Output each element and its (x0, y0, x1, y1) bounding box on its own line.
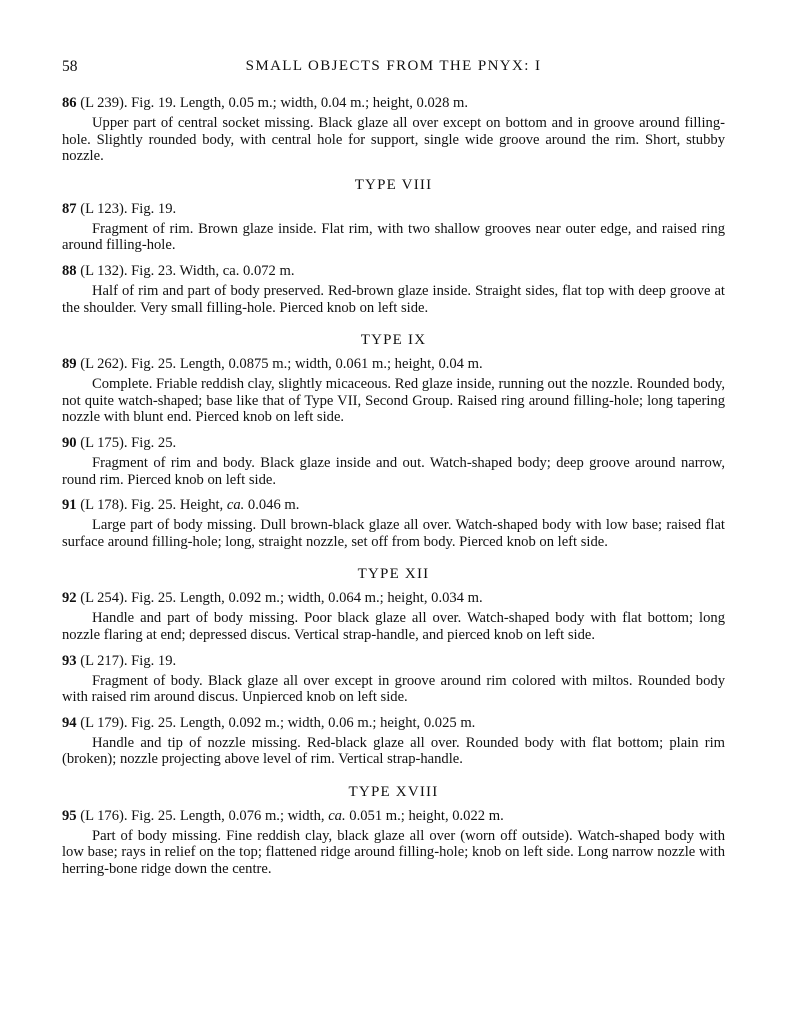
running-title: SMALL OBJECTS FROM THE PNYX: I (245, 58, 542, 74)
entry-number: 89 (62, 356, 77, 373)
catalogue-entry-95 (62, 807, 725, 878)
type-heading-ix: TYPE IX (360, 332, 427, 349)
entry-heading (62, 652, 725, 671)
entry-description: Upper part of central socket missing. Black glaze all over except on bottom and in groove around filling-hole. Slightly rounded body, with central hole for support, single wide groove around the rim. Short, stubby nozzle. (62, 115, 725, 165)
catalogue-entry-87 (62, 200, 725, 254)
entry-description: Fragment of rim. Brown glaze inside. Flat rim, with two shallow grooves near outer edge, and raised ring around filling-hole. (62, 220, 725, 254)
entry-number: 88 (62, 262, 77, 279)
entry-number: 86 (62, 95, 77, 111)
entry-reference-cont: 0.046 m. (244, 497, 300, 514)
entry-reference-cont: 0.051 m.; height, 0.022 m. (345, 807, 504, 824)
circa-abbrev: ca. (226, 497, 245, 514)
entry-heading (62, 807, 725, 826)
entry-reference: (L 239). Fig. 19. Length, 0.05 m.; width, 0.04 m.; height, 0.028 m. (76, 95, 469, 111)
entry-reference: (L 175). Fig. 25. (76, 434, 177, 451)
entry-number: 87 (62, 200, 77, 217)
entry-heading (62, 200, 725, 219)
entry-number: 95 (62, 807, 77, 824)
catalogue-entry-91 (62, 496, 725, 550)
entry-description: Large part of body missing. Dull brown-black glaze all over. Watch-shaped body with low base; raised flat surface around filling-hole; long, straight nozzle, set off from body. Pierced knob on left side. (62, 517, 725, 550)
entry-number: 94 (62, 714, 77, 731)
catalogue-entry-88 (62, 262, 725, 316)
document-page (62, 58, 725, 886)
entry-heading (62, 262, 725, 281)
entry-reference: (L 176). Fig. 25. Length, 0.076 m.; width, (76, 807, 329, 824)
circa-abbrev: ca. (328, 807, 346, 824)
entry-heading (62, 355, 725, 374)
running-header (62, 58, 725, 80)
catalogue-entry-90 (62, 434, 725, 488)
entry-number: 92 (62, 590, 77, 607)
entry-heading (62, 589, 725, 608)
entry-description: Fragment of body. Black glaze all over except in groove around rim colored with miltos. Rounded body with raised rim around discus. Unpierced knob on left side. (62, 672, 725, 706)
entry-reference: (L 179). Fig. 25. Length, 0.092 m.; width, 0.06 m.; height, 0.025 m. (76, 714, 476, 731)
entry-reference: (L 178). Fig. 25. Height, (76, 497, 227, 514)
entry-number: 90 (62, 434, 77, 451)
type-heading-viii: TYPE VIII (354, 176, 433, 193)
catalogue-entry-86 (62, 94, 725, 165)
catalogue-entry-94 (62, 714, 725, 768)
entry-heading (62, 434, 725, 453)
entry-number: 93 (62, 652, 77, 669)
entry-heading (62, 94, 725, 113)
entry-reference: (L 123). Fig. 19. (76, 200, 177, 217)
entry-reference: (L 254). Fig. 25. Length, 0.092 m.; width, 0.064 m.; height, 0.034 m. (76, 590, 483, 607)
catalogue-entry-92 (62, 589, 725, 643)
entry-description: Handle and part of body missing. Poor black glaze all over. Watch-shaped body with flat bottom; long nozzle flaring at end; depressed discus. Vertical strap-handle, and pierced knob on left side. (62, 610, 725, 643)
type-heading-xviii: TYPE XVIII (348, 783, 439, 800)
catalogue-entry-93 (62, 652, 725, 706)
entry-description: Half of rim and part of body preserved. Red-brown glaze inside. Straight sides, flat top with deep groove at the shoulder. Very small filling-hole. Pierced knob on left side. (62, 282, 725, 316)
entry-description: Part of body missing. Fine reddish clay, black glaze all over (worn off outside). Watch-shaped body with low base; rays in relief on the top; flattened ridge around filling-hole; knob on left side. Long narrow nozzle with herring-bone ridge down the centre. (62, 827, 725, 878)
catalogue-entry-89 (62, 355, 725, 426)
entry-number: 91 (62, 497, 77, 514)
type-heading-xii: TYPE XII (357, 566, 430, 583)
entry-description: Fragment of rim and body. Black glaze inside and out. Watch-shaped body; deep groove around narrow, round rim. Pierced knob on left side. (62, 454, 725, 488)
entry-reference: (L 132). Fig. 23. Width, ca. 0.072 m. (76, 262, 295, 279)
entry-description: Complete. Friable reddish clay, slightly micaceous. Red glaze inside, running out the nozzle. Rounded body, not quite watch-shaped; base like that of Type VII, Second Group. Raised ring around filling-hole; long tapering nozzle with blunt end. Pierced knob on left side. (62, 376, 725, 426)
entry-heading (62, 714, 725, 733)
entry-reference: (L 262). Fig. 25. Length, 0.0875 m.; width, 0.061 m.; height, 0.04 m. (76, 356, 483, 373)
entry-description: Handle and tip of nozzle missing. Red-black glaze all over. Rounded body with flat bottom; plain rim (broken); nozzle projecting above level of rim. Vertical strap-handle. (62, 734, 725, 768)
entry-reference: (L 217). Fig. 19. (76, 652, 177, 669)
page-number: 58 (62, 58, 78, 75)
entry-heading (62, 496, 725, 515)
